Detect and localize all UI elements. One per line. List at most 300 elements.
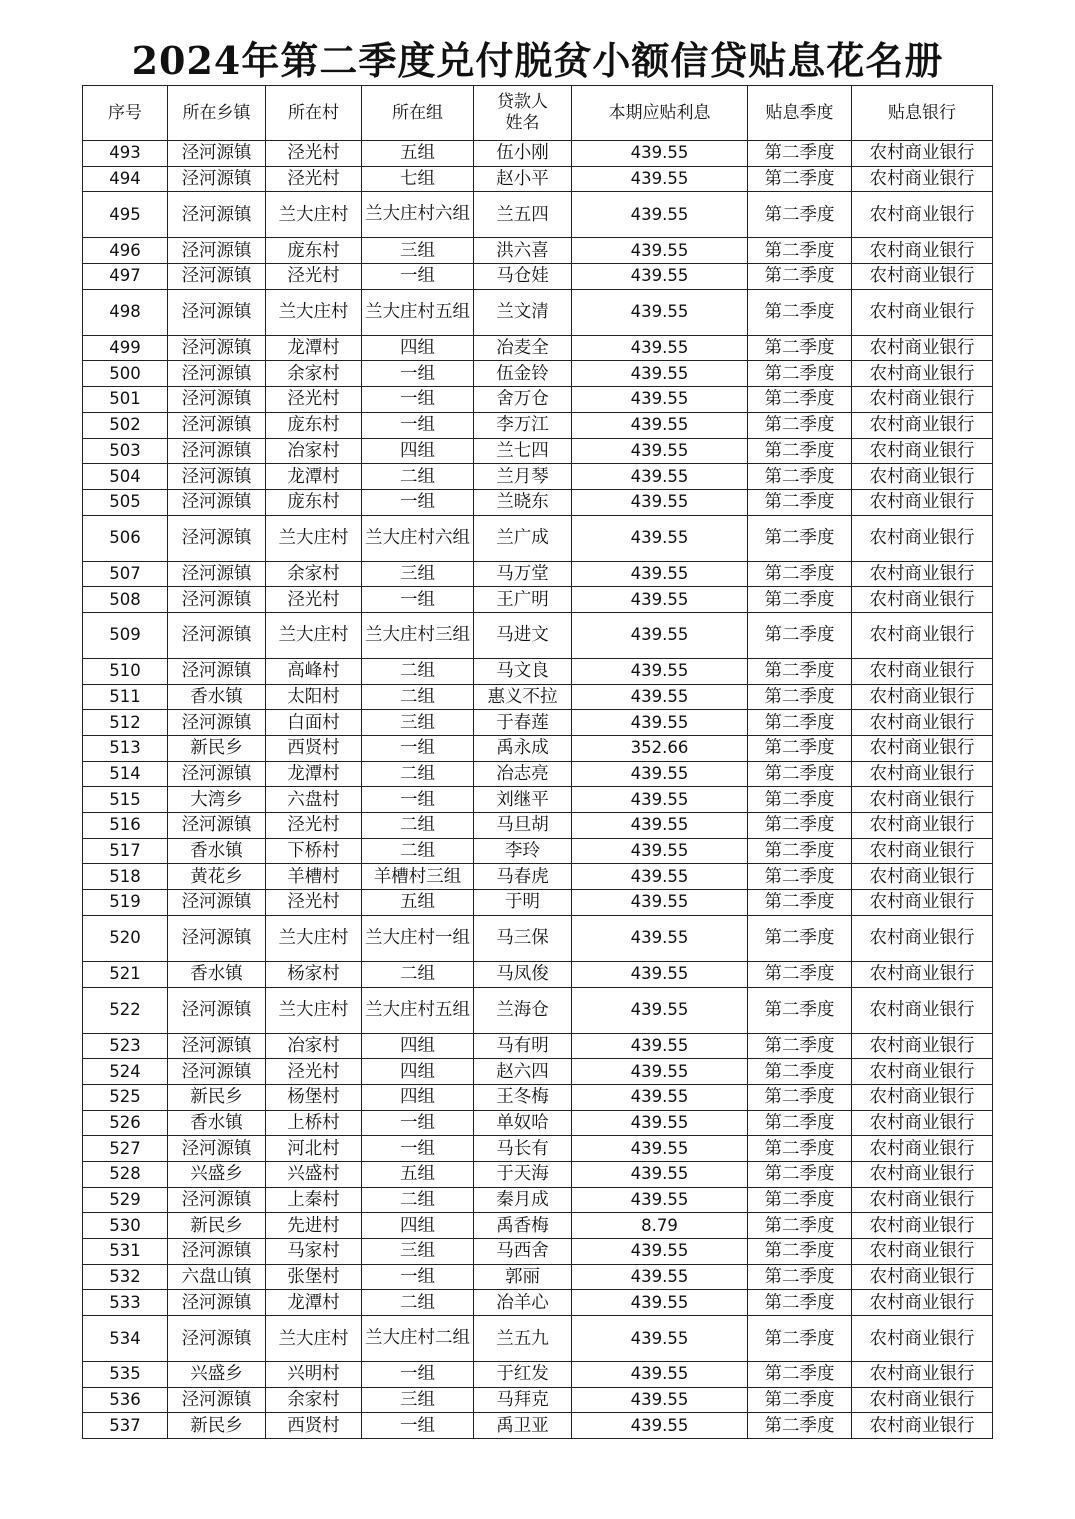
header-village: 所在村 — [266, 86, 362, 141]
cell-village: 马家村 — [266, 1239, 362, 1265]
cell-borrower-name: 马三保 — [474, 915, 572, 961]
cell-village: 余家村 — [266, 1387, 362, 1413]
cell-index: 499 — [83, 335, 168, 361]
cell-bank: 农村商业银行 — [852, 335, 993, 361]
cell-bank: 农村商业银行 — [852, 1136, 993, 1162]
cell-index: 497 — [83, 264, 168, 290]
cell-group: 四组 — [362, 1084, 474, 1110]
cell-interest-amount: 439.55 — [572, 1187, 748, 1213]
cell-borrower-name: 王冬梅 — [474, 1084, 572, 1110]
cell-township: 泾河源镇 — [168, 987, 266, 1033]
cell-interest-amount: 439.55 — [572, 915, 748, 961]
cell-group: 二组 — [362, 961, 474, 987]
cell-group: 四组 — [362, 438, 474, 464]
table-row — [83, 1161, 993, 1187]
cell-bank: 农村商业银行 — [852, 864, 993, 890]
cell-bank: 农村商业银行 — [852, 1187, 993, 1213]
cell-village: 余家村 — [266, 361, 362, 387]
cell-index: 510 — [83, 658, 168, 684]
cell-township: 新民乡 — [168, 1413, 266, 1439]
cell-township: 泾河源镇 — [168, 264, 266, 290]
cell-village: 河北村 — [266, 1136, 362, 1162]
cell-group: 五组 — [362, 1161, 474, 1187]
cell-village: 兴明村 — [266, 1362, 362, 1388]
cell-group: 三组 — [362, 1387, 474, 1413]
cell-index: 494 — [83, 166, 168, 192]
cell-township: 新民乡 — [168, 736, 266, 762]
cell-bank: 农村商业银行 — [852, 587, 993, 613]
cell-bank: 农村商业银行 — [852, 141, 993, 167]
cell-borrower-name: 李万江 — [474, 412, 572, 438]
cell-interest-amount: 439.55 — [572, 264, 748, 290]
cell-township: 六盘山镇 — [168, 1264, 266, 1290]
cell-bank: 农村商业银行 — [852, 464, 993, 490]
cell-interest-amount: 439.55 — [572, 464, 748, 490]
cell-township: 泾河源镇 — [168, 658, 266, 684]
cell-township: 泾河源镇 — [168, 464, 266, 490]
table-row — [83, 864, 993, 890]
cell-interest-amount: 439.55 — [572, 238, 748, 264]
cell-village: 兰大庄村 — [266, 987, 362, 1033]
cell-bank: 农村商业银行 — [852, 1387, 993, 1413]
cell-bank: 农村商业银行 — [852, 890, 993, 916]
cell-quarter: 第二季度 — [748, 335, 852, 361]
cell-township: 泾河源镇 — [168, 335, 266, 361]
cell-quarter: 第二季度 — [748, 658, 852, 684]
cell-village: 龙潭村 — [266, 1290, 362, 1316]
cell-interest-amount: 439.55 — [572, 890, 748, 916]
cell-borrower-name: 于天海 — [474, 1161, 572, 1187]
table-row — [83, 141, 993, 167]
cell-quarter: 第二季度 — [748, 1110, 852, 1136]
table-row — [83, 987, 993, 1033]
cell-bank: 农村商业银行 — [852, 1362, 993, 1388]
table-row — [83, 612, 993, 658]
cell-interest-amount: 439.55 — [572, 166, 748, 192]
cell-group: 二组 — [362, 684, 474, 710]
cell-borrower-name: 兰广成 — [474, 515, 572, 561]
cell-bank: 农村商业银行 — [852, 264, 993, 290]
cell-quarter: 第二季度 — [748, 1264, 852, 1290]
cell-township: 泾河源镇 — [168, 761, 266, 787]
cell-borrower-name: 马长有 — [474, 1136, 572, 1162]
cell-group: 三组 — [362, 1239, 474, 1265]
cell-group: 一组 — [362, 1110, 474, 1136]
cell-quarter: 第二季度 — [748, 838, 852, 864]
table-row — [83, 335, 993, 361]
cell-township: 泾河源镇 — [168, 1136, 266, 1162]
cell-village: 庞东村 — [266, 412, 362, 438]
cell-group: 兰大庄村一组 — [362, 915, 474, 961]
cell-bank: 农村商业银行 — [852, 612, 993, 658]
cell-group: 一组 — [362, 587, 474, 613]
cell-township: 兴盛乡 — [168, 1362, 266, 1388]
cell-village: 西贤村 — [266, 736, 362, 762]
cell-quarter: 第二季度 — [748, 1290, 852, 1316]
cell-index: 508 — [83, 587, 168, 613]
cell-borrower-name: 赵六四 — [474, 1059, 572, 1085]
cell-village: 龙潭村 — [266, 335, 362, 361]
cell-bank: 农村商业银行 — [852, 238, 993, 264]
cell-borrower-name: 于红发 — [474, 1362, 572, 1388]
cell-borrower-name: 禹卫亚 — [474, 1413, 572, 1439]
cell-quarter: 第二季度 — [748, 684, 852, 710]
table-row — [83, 838, 993, 864]
cell-group: 三组 — [362, 710, 474, 736]
cell-bank: 农村商业银行 — [852, 192, 993, 238]
cell-interest-amount: 439.55 — [572, 438, 748, 464]
cell-quarter: 第二季度 — [748, 1033, 852, 1059]
table-row — [83, 1110, 993, 1136]
cell-village: 上秦村 — [266, 1187, 362, 1213]
cell-village: 泾光村 — [266, 166, 362, 192]
cell-bank: 农村商业银行 — [852, 438, 993, 464]
cell-borrower-name: 于春莲 — [474, 710, 572, 736]
cell-group: 兰大庄村五组 — [362, 987, 474, 1033]
cell-interest-amount: 439.55 — [572, 489, 748, 515]
cell-bank: 农村商业银行 — [852, 1033, 993, 1059]
table-row — [83, 289, 993, 335]
cell-borrower-name: 洪六喜 — [474, 238, 572, 264]
cell-interest-amount: 439.55 — [572, 412, 748, 438]
cell-interest-amount: 439.55 — [572, 192, 748, 238]
cell-bank: 农村商业银行 — [852, 387, 993, 413]
cell-village: 余家村 — [266, 561, 362, 587]
cell-township: 黄花乡 — [168, 864, 266, 890]
cell-quarter: 第二季度 — [748, 1136, 852, 1162]
cell-quarter: 第二季度 — [748, 1187, 852, 1213]
cell-bank: 农村商业银行 — [852, 987, 993, 1033]
cell-bank: 农村商业银行 — [852, 915, 993, 961]
cell-borrower-name: 马西舍 — [474, 1239, 572, 1265]
cell-index: 534 — [83, 1316, 168, 1362]
cell-village: 龙潭村 — [266, 464, 362, 490]
table-header-row — [83, 86, 993, 141]
cell-borrower-name: 舍万仓 — [474, 387, 572, 413]
cell-quarter: 第二季度 — [748, 412, 852, 438]
cell-bank: 农村商业银行 — [852, 1239, 993, 1265]
cell-township: 泾河源镇 — [168, 915, 266, 961]
cell-group: 五组 — [362, 890, 474, 916]
cell-index: 532 — [83, 1264, 168, 1290]
cell-bank: 农村商业银行 — [852, 787, 993, 813]
cell-interest-amount: 439.55 — [572, 561, 748, 587]
cell-interest-amount: 439.55 — [572, 612, 748, 658]
cell-borrower-name: 冶麦全 — [474, 335, 572, 361]
cell-quarter: 第二季度 — [748, 915, 852, 961]
cell-village: 庞东村 — [266, 238, 362, 264]
cell-quarter: 第二季度 — [748, 489, 852, 515]
table-row — [83, 1362, 993, 1388]
table-row — [83, 1084, 993, 1110]
cell-borrower-name: 单奴哈 — [474, 1110, 572, 1136]
cell-index: 506 — [83, 515, 168, 561]
cell-borrower-name: 冶志亮 — [474, 761, 572, 787]
cell-index: 517 — [83, 838, 168, 864]
cell-quarter: 第二季度 — [748, 1362, 852, 1388]
cell-bank: 农村商业银行 — [852, 961, 993, 987]
cell-quarter: 第二季度 — [748, 464, 852, 490]
cell-borrower-name: 马有明 — [474, 1033, 572, 1059]
cell-quarter: 第二季度 — [748, 587, 852, 613]
cell-interest-amount: 439.55 — [572, 987, 748, 1033]
table-row — [83, 361, 993, 387]
cell-index: 528 — [83, 1161, 168, 1187]
table-row — [83, 813, 993, 839]
cell-bank: 农村商业银行 — [852, 1213, 993, 1239]
cell-village: 杨家村 — [266, 961, 362, 987]
cell-village: 泾光村 — [266, 264, 362, 290]
cell-village: 兰大庄村 — [266, 289, 362, 335]
cell-index: 505 — [83, 489, 168, 515]
table-row — [83, 387, 993, 413]
cell-village: 兰大庄村 — [266, 915, 362, 961]
table-row — [83, 1264, 993, 1290]
table-row — [83, 736, 993, 762]
cell-village: 兰大庄村 — [266, 515, 362, 561]
subsidy-roster-table — [82, 85, 993, 1439]
table-row — [83, 238, 993, 264]
cell-index: 514 — [83, 761, 168, 787]
cell-township: 泾河源镇 — [168, 141, 266, 167]
cell-township: 泾河源镇 — [168, 412, 266, 438]
cell-interest-amount: 439.55 — [572, 1033, 748, 1059]
cell-borrower-name: 刘继平 — [474, 787, 572, 813]
cell-township: 泾河源镇 — [168, 1059, 266, 1085]
cell-group: 五组 — [362, 141, 474, 167]
header-borrower-name: 贷款人 姓名 — [474, 86, 572, 141]
cell-quarter: 第二季度 — [748, 387, 852, 413]
cell-borrower-name: 马万堂 — [474, 561, 572, 587]
cell-village: 太阳村 — [266, 684, 362, 710]
cell-borrower-name: 郭丽 — [474, 1264, 572, 1290]
cell-group: 四组 — [362, 1033, 474, 1059]
cell-bank: 农村商业银行 — [852, 489, 993, 515]
cell-index: 516 — [83, 813, 168, 839]
cell-interest-amount: 439.55 — [572, 1110, 748, 1136]
cell-borrower-name: 秦月成 — [474, 1187, 572, 1213]
table-row — [83, 438, 993, 464]
cell-group: 一组 — [362, 1264, 474, 1290]
cell-village: 冶家村 — [266, 438, 362, 464]
cell-group: 一组 — [362, 736, 474, 762]
cell-bank: 农村商业银行 — [852, 1413, 993, 1439]
cell-village: 龙潭村 — [266, 761, 362, 787]
cell-group: 四组 — [362, 335, 474, 361]
cell-interest-amount: 439.55 — [572, 1059, 748, 1085]
cell-index: 518 — [83, 864, 168, 890]
cell-interest-amount: 439.55 — [572, 787, 748, 813]
cell-group: 四组 — [362, 1059, 474, 1085]
cell-bank: 农村商业银行 — [852, 1290, 993, 1316]
cell-index: 531 — [83, 1239, 168, 1265]
cell-interest-amount: 439.55 — [572, 1362, 748, 1388]
table-row — [83, 961, 993, 987]
cell-group: 二组 — [362, 464, 474, 490]
cell-village: 泾光村 — [266, 587, 362, 613]
cell-township: 泾河源镇 — [168, 515, 266, 561]
cell-township: 香水镇 — [168, 1110, 266, 1136]
cell-index: 526 — [83, 1110, 168, 1136]
cell-interest-amount: 439.55 — [572, 761, 748, 787]
cell-index: 525 — [83, 1084, 168, 1110]
cell-borrower-name: 伍金铃 — [474, 361, 572, 387]
cell-township: 泾河源镇 — [168, 387, 266, 413]
cell-quarter: 第二季度 — [748, 141, 852, 167]
cell-group: 二组 — [362, 1290, 474, 1316]
cell-quarter: 第二季度 — [748, 515, 852, 561]
cell-borrower-name: 马进文 — [474, 612, 572, 658]
cell-index: 512 — [83, 710, 168, 736]
cell-index: 504 — [83, 464, 168, 490]
cell-group: 羊槽村三组 — [362, 864, 474, 890]
cell-township: 泾河源镇 — [168, 561, 266, 587]
cell-township: 泾河源镇 — [168, 1387, 266, 1413]
cell-township: 泾河源镇 — [168, 710, 266, 736]
cell-quarter: 第二季度 — [748, 1161, 852, 1187]
cell-quarter: 第二季度 — [748, 361, 852, 387]
cell-bank: 农村商业银行 — [852, 813, 993, 839]
cell-township: 泾河源镇 — [168, 813, 266, 839]
cell-group: 三组 — [362, 238, 474, 264]
cell-index: 522 — [83, 987, 168, 1033]
cell-group: 七组 — [362, 166, 474, 192]
cell-group: 三组 — [362, 561, 474, 587]
cell-interest-amount: 439.55 — [572, 710, 748, 736]
cell-village: 白面村 — [266, 710, 362, 736]
cell-township: 大湾乡 — [168, 787, 266, 813]
cell-village: 羊槽村 — [266, 864, 362, 890]
cell-group: 一组 — [362, 412, 474, 438]
cell-index: 523 — [83, 1033, 168, 1059]
header-bank: 贴息银行 — [852, 86, 993, 141]
cell-group: 兰大庄村二组 — [362, 1316, 474, 1362]
cell-village: 泾光村 — [266, 890, 362, 916]
cell-quarter: 第二季度 — [748, 987, 852, 1033]
cell-quarter: 第二季度 — [748, 710, 852, 736]
cell-bank: 农村商业银行 — [852, 361, 993, 387]
cell-quarter: 第二季度 — [748, 438, 852, 464]
cell-index: 511 — [83, 684, 168, 710]
cell-interest-amount: 8.79 — [572, 1213, 748, 1239]
cell-group: 四组 — [362, 1213, 474, 1239]
cell-index: 498 — [83, 289, 168, 335]
cell-bank: 农村商业银行 — [852, 166, 993, 192]
cell-township: 泾河源镇 — [168, 438, 266, 464]
cell-group: 兰大庄村五组 — [362, 289, 474, 335]
cell-township: 泾河源镇 — [168, 289, 266, 335]
cell-interest-amount: 439.55 — [572, 141, 748, 167]
header-group: 所在组 — [362, 86, 474, 141]
cell-village: 上桥村 — [266, 1110, 362, 1136]
cell-quarter: 第二季度 — [748, 166, 852, 192]
cell-bank: 农村商业银行 — [852, 658, 993, 684]
cell-township: 泾河源镇 — [168, 238, 266, 264]
cell-index: 513 — [83, 736, 168, 762]
cell-borrower-name: 兰五四 — [474, 192, 572, 238]
cell-quarter: 第二季度 — [748, 961, 852, 987]
cell-bank: 农村商业银行 — [852, 736, 993, 762]
cell-group: 一组 — [362, 387, 474, 413]
cell-group: 一组 — [362, 1362, 474, 1388]
header-quarter: 贴息季度 — [748, 86, 852, 141]
cell-quarter: 第二季度 — [748, 1213, 852, 1239]
cell-index: 519 — [83, 890, 168, 916]
table-row — [83, 1290, 993, 1316]
cell-borrower-name: 冶羊心 — [474, 1290, 572, 1316]
cell-quarter: 第二季度 — [748, 1084, 852, 1110]
cell-index: 524 — [83, 1059, 168, 1085]
cell-township: 泾河源镇 — [168, 361, 266, 387]
cell-village: 张堡村 — [266, 1264, 362, 1290]
table-row — [83, 761, 993, 787]
cell-bank: 农村商业银行 — [852, 710, 993, 736]
cell-index: 527 — [83, 1136, 168, 1162]
cell-index: 501 — [83, 387, 168, 413]
cell-group: 一组 — [362, 489, 474, 515]
table-row — [83, 890, 993, 916]
cell-borrower-name: 禹永成 — [474, 736, 572, 762]
cell-borrower-name: 兰月琴 — [474, 464, 572, 490]
cell-interest-amount: 439.55 — [572, 361, 748, 387]
cell-quarter: 第二季度 — [748, 289, 852, 335]
cell-group: 一组 — [362, 787, 474, 813]
table-row — [83, 710, 993, 736]
cell-group: 兰大庄村三组 — [362, 612, 474, 658]
cell-bank: 农村商业银行 — [852, 838, 993, 864]
cell-quarter: 第二季度 — [748, 264, 852, 290]
cell-index: 496 — [83, 238, 168, 264]
cell-bank: 农村商业银行 — [852, 561, 993, 587]
cell-group: 二组 — [362, 813, 474, 839]
cell-quarter: 第二季度 — [748, 787, 852, 813]
cell-borrower-name: 兰晓东 — [474, 489, 572, 515]
table-row — [83, 587, 993, 613]
cell-village: 六盘村 — [266, 787, 362, 813]
cell-township: 泾河源镇 — [168, 489, 266, 515]
cell-bank: 农村商业银行 — [852, 1264, 993, 1290]
cell-bank: 农村商业银行 — [852, 1110, 993, 1136]
table-row — [83, 1059, 993, 1085]
table-row — [83, 1413, 993, 1439]
cell-index: 533 — [83, 1290, 168, 1316]
cell-township: 香水镇 — [168, 961, 266, 987]
cell-village: 泾光村 — [266, 141, 362, 167]
cell-village: 泾光村 — [266, 813, 362, 839]
cell-village: 兴盛村 — [266, 1161, 362, 1187]
table-body — [83, 141, 993, 1439]
table-row — [83, 166, 993, 192]
cell-index: 500 — [83, 361, 168, 387]
cell-quarter: 第二季度 — [748, 864, 852, 890]
cell-interest-amount: 439.55 — [572, 1239, 748, 1265]
cell-group: 一组 — [362, 264, 474, 290]
table-row — [83, 561, 993, 587]
cell-index: 535 — [83, 1362, 168, 1388]
cell-interest-amount: 439.55 — [572, 1161, 748, 1187]
cell-index: 536 — [83, 1387, 168, 1413]
cell-bank: 农村商业银行 — [852, 515, 993, 561]
cell-village: 冶家村 — [266, 1033, 362, 1059]
cell-group: 一组 — [362, 1136, 474, 1162]
cell-interest-amount: 439.55 — [572, 289, 748, 335]
cell-borrower-name: 马拜克 — [474, 1387, 572, 1413]
cell-township: 泾河源镇 — [168, 166, 266, 192]
cell-index: 530 — [83, 1213, 168, 1239]
cell-index: 520 — [83, 915, 168, 961]
cell-index: 529 — [83, 1187, 168, 1213]
cell-interest-amount: 439.55 — [572, 838, 748, 864]
